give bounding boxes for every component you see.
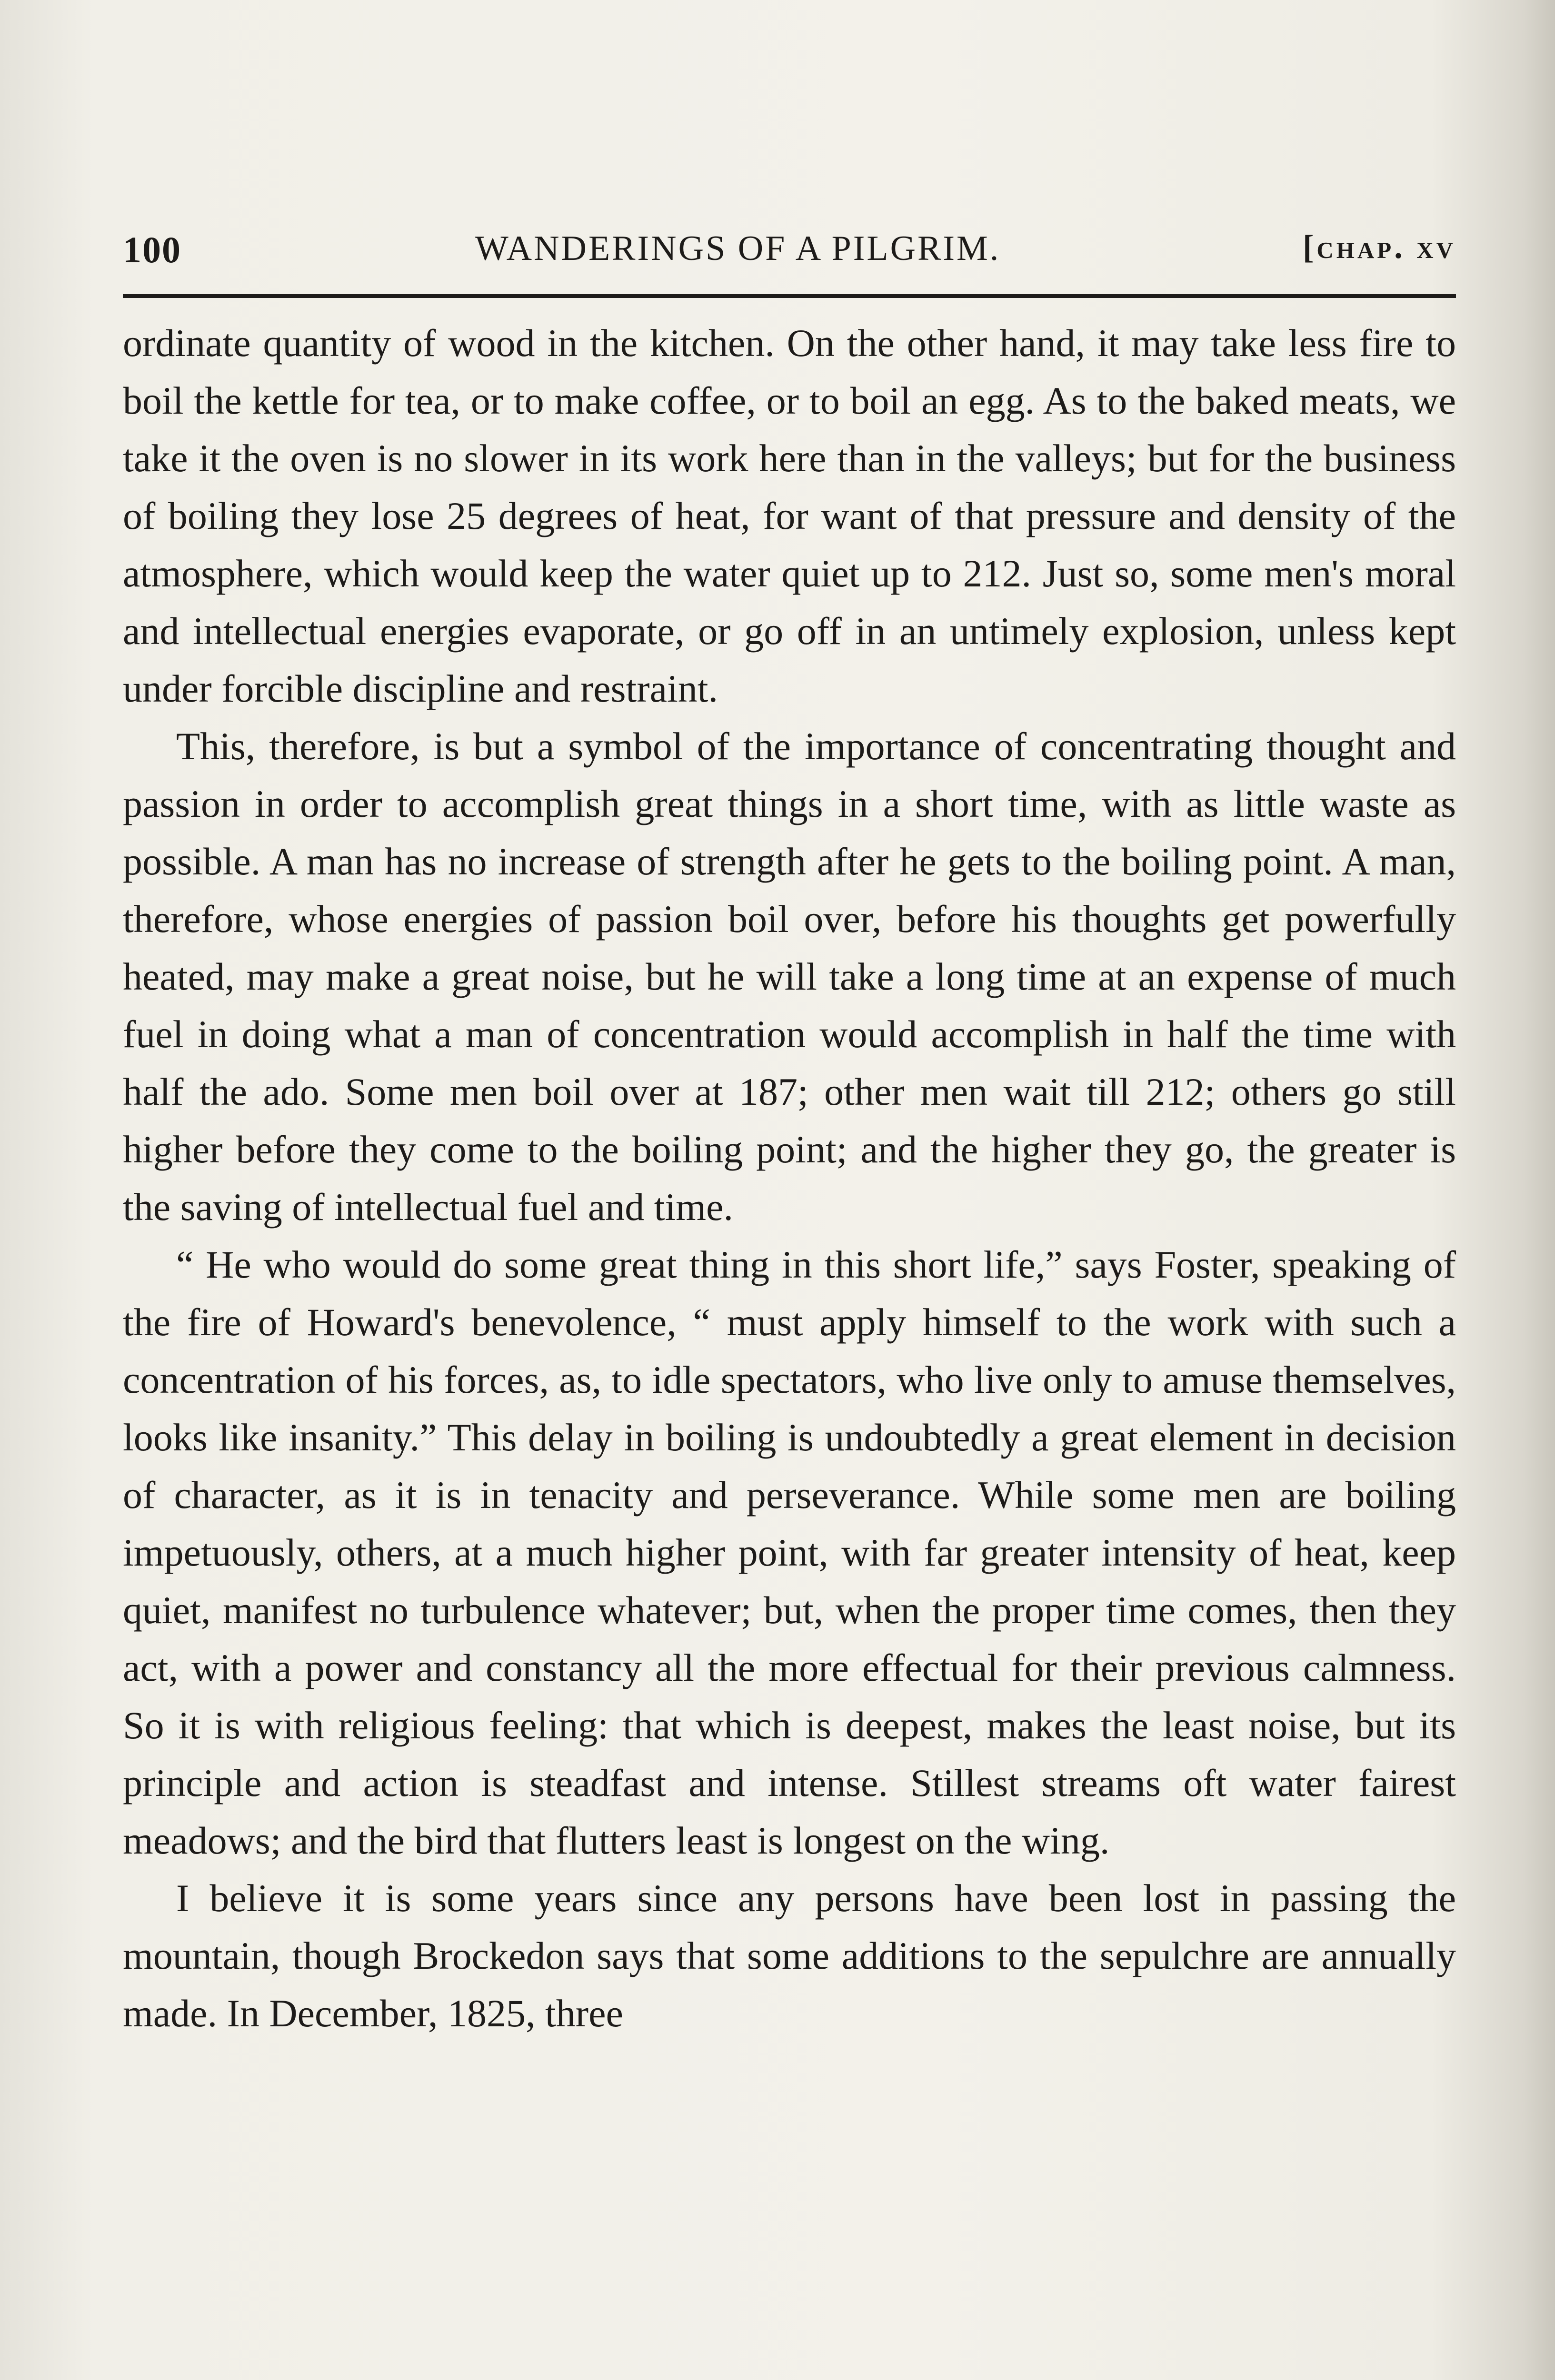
page-body [123,314,1456,2042]
chapter-mark: [chap. xv [1303,229,1456,266]
paragraph-2: This, therefore, is but a symbol of the importance of concentrating thought and passion in order to accomplish great things in a short time, with as little waste as possible. A man has no increase of strength after he gets to the boiling point. A man, therefore, whose energies of passion boil over, before his thoughts get powerfully heated, may make a great noise, but he will take a long time at an expense of much fuel in doing what a man of concentration would accomplish in half the time with half the ado. Some men boil over at 187; other men wait till 212; others go still higher before they come to the boiling point; and the higher they go, the greater is the saving of intellectual fuel and time. [123,724,1456,1229]
page-header [123,224,1456,276]
header-rule [123,294,1456,298]
paragraph-3: “ He who would do some great thing in this short life,” says Foster, speaking of the fire of Howard's benevolence, “ must apply himself to the work with such a concentration of his forces, as, to idle spectators, who live only to amuse themselves, looks like insanity.” This delay in boiling is undoubtedly a great element in decision of character, as it is in tenacity and perseverance. While some men are boiling impetuously, others, at a much higher point, with far greater intensity of heat, keep quiet, manifest no turbulence whatever; but, when the proper time comes, then they act, with a power and constancy all the more effectual for their previous calmness. So it is with religious feeling: that which is deepest, makes the least noise, but its principle and action is steadfast and intense. Stillest streams oft water fairest meadows; and the bird that flutters least is longest on the wing. [123,1243,1456,1862]
running-title: WANDERINGS OF A PILGRIM. [475,229,1001,268]
paragraph-1: ordinate quantity of wood in the kitchen. On the other hand, it may take less fire to boil the kettle for tea, or to make coffee, or to boil an egg. As to the baked meats, we take it the oven is no slower in its work here than in the valleys; but for the business of boiling they lose 25 degrees of heat, for want of that pressure and density of the atmosphere, which would keep the water quiet up to 212. Just so, some men's moral and intellectual energies evaporate, or go off in an untimely explosion, unless kept under forcible discipline and restraint. [123,321,1456,710]
page-number: 100 [123,229,181,270]
paragraph-4: I believe it is some years since any persons have been lost in passing the mountain, though Brockedon says that some additions to the sepulchre are annually made. In December, 1825, three [123,1876,1456,2035]
